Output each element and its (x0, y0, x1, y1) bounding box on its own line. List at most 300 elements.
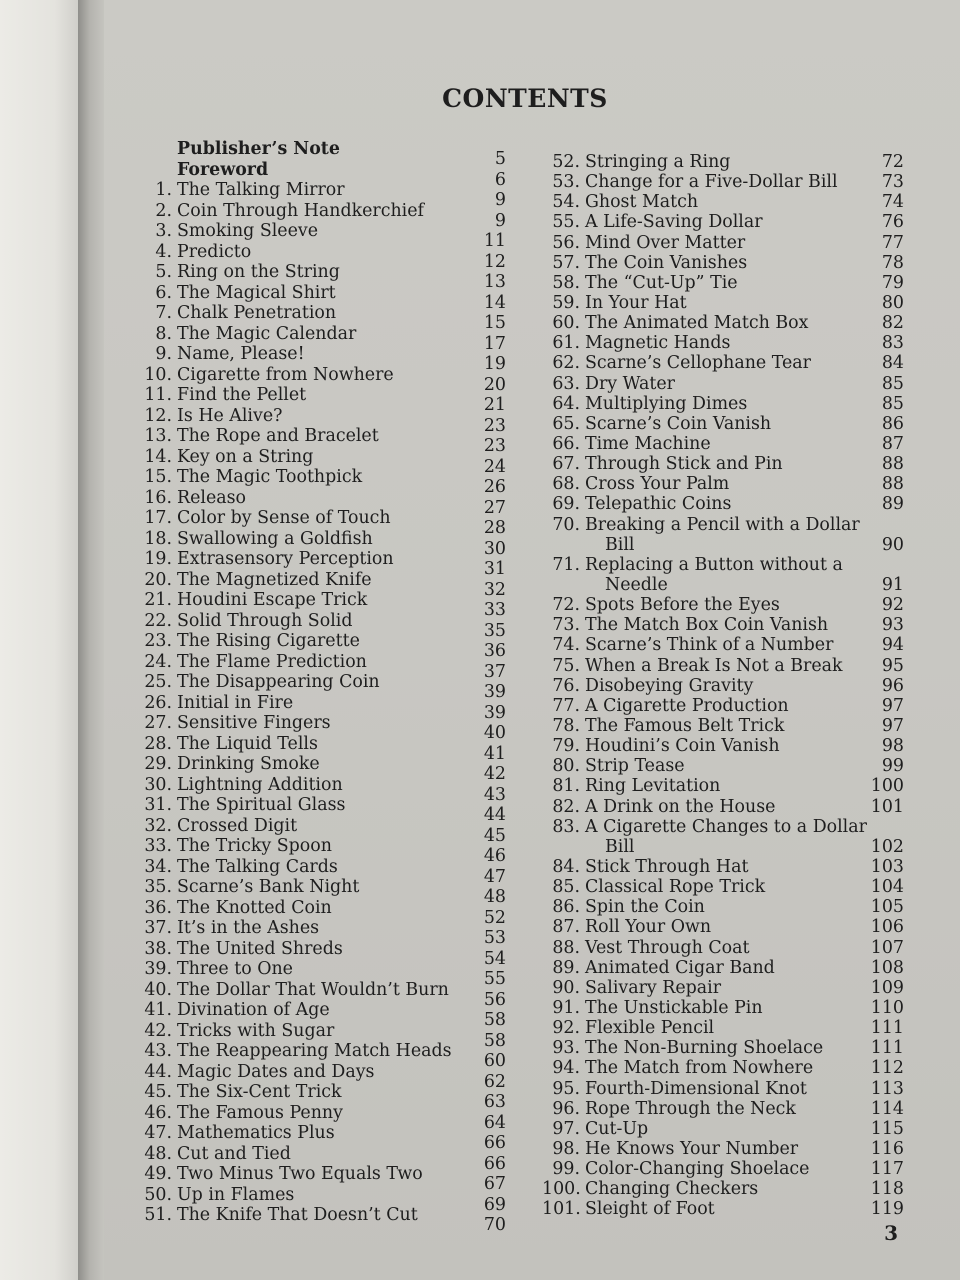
toc-entry (542, 1119, 904, 1139)
toc-entry (542, 938, 904, 958)
toc-entry (134, 590, 506, 620)
entry-page-number: 103 (870, 856, 904, 877)
entry-title: Time Machine (585, 433, 711, 454)
entry-number: 43. (144, 1041, 172, 1061)
toc-entry (134, 1164, 506, 1194)
toc-entry (542, 897, 904, 917)
entry-page-number: 52 (483, 907, 506, 928)
entry-page-number: 114 (870, 1098, 904, 1119)
toc-entry (542, 253, 904, 273)
entry-number: 69. (552, 494, 580, 515)
entry-number: 16. (144, 487, 172, 508)
entry-number: 62. (552, 353, 580, 374)
entry-page-number: 30 (483, 538, 506, 559)
entry-number: 12. (144, 405, 172, 426)
entry-title: Classical Rope Trick (585, 877, 766, 898)
toc-entry (542, 313, 904, 333)
entry-number: 73. (552, 615, 580, 636)
entry-page-number: 27 (483, 497, 506, 518)
entry-title: Change for a Five-Dollar Bill (585, 172, 838, 193)
entry-page-number: 94 (881, 635, 904, 656)
toc-entry (542, 515, 904, 555)
entry-page-number: 23 (483, 436, 506, 456)
entry-number: 75. (552, 655, 580, 676)
toc-entry (542, 756, 904, 776)
entry-number: 29. (144, 754, 172, 774)
toc-entry (134, 467, 506, 497)
toc-entry (542, 454, 904, 474)
toc-entry (542, 494, 904, 514)
entry-title: Scarne’s Think of a Number (585, 635, 834, 656)
entry-page-number: 13 (483, 272, 506, 292)
entry-title: The Magical Shirt (177, 282, 336, 303)
toc-entry (542, 676, 904, 696)
toc-entry (134, 1000, 506, 1030)
toc-entry (542, 555, 904, 595)
entry-title: Cut and Tied (177, 1143, 291, 1164)
entry-page-number: 48 (483, 887, 506, 907)
entry-page-number: 9 (494, 190, 506, 210)
entry-number: 11. (144, 385, 172, 405)
entry-title: Spin the Coin (585, 897, 705, 918)
toc-entry (542, 1139, 904, 1159)
entry-page-number: 79 (881, 272, 904, 293)
entry-number: 23. (144, 631, 172, 651)
entry-page-number: 87 (881, 433, 904, 454)
entry-page-number: 74 (881, 192, 904, 213)
entry-page-number: 101 (870, 796, 904, 817)
entry-page-number: 110 (870, 997, 904, 1018)
entry-title: Vest Through Coat (585, 937, 750, 958)
contents-column-left (134, 139, 506, 1235)
entry-page-number: 11 (483, 231, 506, 251)
entry-title: Disobeying Gravity (585, 675, 754, 696)
entry-title: Stringing a Ring (585, 152, 731, 172)
toc-entry (542, 1038, 904, 1058)
entry-page-number: 85 (881, 373, 904, 394)
entry-page-number: 105 (870, 897, 904, 918)
entry-title: Find the Pellet (177, 385, 307, 405)
entry-page-number: 78 (881, 252, 904, 273)
entry-title: Cigarette from Nowhere (177, 364, 394, 385)
entry-title: Stick Through Hat (585, 856, 749, 877)
toc-entry (542, 1199, 904, 1219)
entry-page-number: 20 (483, 374, 506, 395)
entry-title: Key on a String (177, 446, 314, 467)
entry-number: 90. (552, 977, 580, 998)
entry-title: Up in Flames (177, 1184, 295, 1205)
entry-title: The Non-Burning Shoelace (585, 1038, 824, 1059)
entry-number: 80. (552, 756, 580, 777)
entry-number: 9. (155, 344, 172, 364)
entry-title: Telepathic Coins (585, 494, 732, 515)
entry-number: 59. (552, 292, 580, 313)
entry-number: 99. (552, 1159, 580, 1180)
book-gutter (78, 0, 104, 1280)
entry-title: The Match from Nowhere (585, 1058, 814, 1079)
entry-page-number: 43 (483, 784, 506, 805)
entry-page-number: 69 (483, 1194, 506, 1215)
entry-number: 24. (144, 651, 172, 672)
entry-number: 64. (552, 393, 580, 414)
entry-title: Lightning Addition (177, 774, 343, 795)
entry-number: 19. (144, 549, 172, 569)
entry-number: 76. (552, 675, 580, 696)
toc-entry (542, 776, 904, 796)
entry-title: Name, Please! (177, 344, 305, 364)
entry-number: 35. (144, 877, 172, 897)
entry-number: 28. (144, 733, 172, 754)
entry-number: 89. (552, 957, 580, 978)
entry-page-number: 86 (881, 413, 904, 434)
entry-title: The Match Box Coin Vanish (585, 615, 829, 636)
entry-title-continued: Needle (605, 574, 668, 595)
toc-entry (134, 262, 506, 292)
toc-entry (134, 877, 506, 907)
entry-title: The Animated Match Box (585, 313, 809, 334)
entry-number: 5. (155, 262, 172, 282)
entry-page-number: 36 (483, 641, 506, 661)
entry-title: Ghost Match (585, 192, 699, 213)
entry-number: 65. (552, 413, 580, 434)
toc-entry (542, 1018, 904, 1038)
entry-number: 8. (155, 323, 172, 344)
entry-number: 92. (552, 1018, 580, 1039)
entry-title: Magnetic Hands (585, 333, 731, 354)
entry-number: 61. (552, 333, 580, 354)
entry-number: 48. (144, 1143, 172, 1164)
entry-title: Animated Cigar Band (585, 957, 775, 978)
entry-number: 101. (542, 1199, 581, 1220)
entry-title: Cross Your Palm (585, 474, 730, 495)
toc-entry (542, 394, 904, 414)
entry-number: 38. (144, 938, 172, 959)
entry-page-number: 115 (870, 1118, 904, 1139)
entry-number: 18. (144, 528, 172, 549)
entry-page-number: 106 (870, 917, 904, 938)
entry-title: Houdini Escape Trick (177, 590, 368, 610)
toc-entry (542, 1058, 904, 1078)
entry-title: Scarne’s Bank Night (177, 877, 360, 897)
toc-entry (542, 152, 904, 172)
entry-number: 83. (552, 816, 580, 837)
entry-page-number: 12 (483, 251, 506, 272)
entry-number: 22. (144, 610, 172, 631)
toc-entry (134, 508, 506, 538)
entry-title: Strip Tease (585, 756, 685, 777)
toc-entry (542, 212, 904, 232)
entry-title-continued: Bill (605, 836, 635, 857)
entry-number: 79. (552, 736, 580, 757)
contents-column-right (542, 152, 904, 1220)
entry-page-number: 54 (483, 948, 506, 969)
entry-number: 94. (552, 1058, 580, 1079)
entry-number: 3. (155, 221, 172, 241)
entry-page-number: 92 (881, 595, 904, 616)
toc-entry (134, 221, 506, 251)
entry-title: It’s in the Ashes (177, 918, 320, 938)
entry-title: The Knife That Doesn’t Cut (177, 1205, 418, 1225)
entry-page-number: 56 (483, 989, 506, 1010)
entry-title: Houdini’s Coin Vanish (585, 736, 780, 757)
entry-page-number: 62 (483, 1071, 506, 1092)
toc-entry (542, 474, 904, 494)
entry-title: Ring on the String (177, 262, 340, 282)
toc-entry (134, 180, 506, 210)
entry-title: The Dollar That Wouldn’t Burn (177, 979, 449, 1000)
toc-entry (134, 1205, 506, 1235)
entry-title: Magic Dates and Days (177, 1061, 375, 1082)
entry-number: 20. (144, 569, 172, 590)
entry-page-number: 66 (483, 1133, 506, 1153)
toc-entry (542, 1159, 904, 1179)
entry-page-number: 80 (881, 292, 904, 313)
entry-number: 71. (552, 554, 580, 575)
toc-entry (134, 385, 506, 415)
entry-number: 7. (155, 303, 172, 323)
entry-page-number: 55 (483, 969, 506, 989)
entry-number: 2. (155, 200, 172, 221)
entry-title: Salivary Repair (585, 977, 722, 998)
entry-number: 70. (552, 514, 580, 535)
entry-title: Releaso (177, 487, 247, 508)
entry-title: Dry Water (585, 373, 675, 394)
entry-page-number: 5 (494, 149, 506, 169)
entry-page-number: 47 (483, 866, 506, 887)
entry-page-number: 116 (870, 1138, 904, 1159)
entry-title: The Talking Mirror (177, 180, 345, 200)
entry-title: A Life-Saving Dollar (585, 212, 763, 233)
entry-page-number: 9 (494, 210, 506, 231)
entry-title: The Magnetized Knife (177, 569, 372, 590)
entry-page-number: 108 (870, 957, 904, 978)
entry-page-number: 41 (483, 743, 506, 764)
entry-number: 52. (552, 152, 580, 172)
entry-title: Mathematics Plus (177, 1123, 335, 1143)
entry-page-number: 102 (870, 836, 904, 857)
entry-title: The Six-Cent Trick (177, 1082, 342, 1102)
entry-page-number: 111 (870, 1018, 904, 1039)
entry-page-number: 88 (881, 474, 904, 495)
entry-title: Tricks with Sugar (177, 1020, 335, 1041)
entry-page-number: 64 (483, 1112, 506, 1133)
toc-entry (542, 978, 904, 998)
entry-page-number: 63 (483, 1092, 506, 1112)
entry-page-number: 17 (483, 333, 506, 354)
entry-page-number: 91 (881, 574, 904, 595)
entry-page-number: 112 (870, 1058, 904, 1079)
entry-page-number: 93 (881, 615, 904, 636)
entry-page-number: 76 (881, 212, 904, 233)
toc-entry (542, 595, 904, 615)
entry-number: 44. (144, 1061, 172, 1082)
entry-page-number: 99 (881, 756, 904, 777)
entry-title: The Magic Calendar (177, 323, 357, 344)
toc-entry (542, 656, 904, 676)
toc-entry (134, 426, 506, 456)
entry-title: The Knotted Coin (177, 897, 332, 918)
entry-page-number: 84 (881, 353, 904, 374)
entry-number: 10. (144, 364, 172, 385)
entry-title: Swallowing a Goldfish (177, 528, 373, 549)
entry-number: 54. (552, 192, 580, 213)
toc-entry (134, 1123, 506, 1153)
entry-number: 30. (144, 774, 172, 795)
page-title: CONTENTS (442, 84, 608, 113)
entry-number: 95. (552, 1078, 580, 1099)
entry-title: Mind Over Matter (585, 232, 746, 253)
toc-entry (542, 353, 904, 373)
entry-title: Solid Through Solid (177, 610, 353, 631)
entry-title: Smoking Sleeve (177, 221, 319, 241)
entry-title: The Spiritual Glass (177, 795, 346, 815)
entry-page-number: 31 (483, 559, 506, 579)
toc-entry (542, 736, 904, 756)
entry-page-number: 109 (870, 977, 904, 998)
entry-title: The Coin Vanishes (585, 252, 748, 273)
entry-number: 87. (552, 917, 580, 938)
toc-entry (542, 293, 904, 313)
entry-number: 91. (552, 997, 580, 1018)
entry-number: 84. (552, 856, 580, 877)
toc-entry (542, 1079, 904, 1099)
entry-page-number: 33 (483, 600, 506, 620)
entry-title: Changing Checkers (585, 1179, 759, 1200)
entry-page-number: 44 (483, 805, 506, 825)
entry-number: 67. (552, 454, 580, 475)
entry-number: 82. (552, 796, 580, 817)
entry-title: The Rising Cigarette (177, 631, 360, 651)
entry-page-number: 32 (483, 579, 506, 600)
entry-title: Chalk Penetration (177, 303, 337, 323)
entry-number: 41. (144, 1000, 172, 1020)
toc-entry (542, 273, 904, 293)
entry-number: 58. (552, 272, 580, 293)
entry-title: Initial in Fire (177, 692, 294, 713)
entry-title: Three to One (177, 959, 293, 979)
entry-title: The Liquid Tells (177, 733, 318, 754)
entry-title: Publisher’s Note (177, 139, 340, 159)
entry-number: 15. (144, 467, 172, 487)
toc-entry (134, 918, 506, 948)
entry-page-number: 118 (870, 1179, 904, 1200)
toc-entry (134, 303, 506, 333)
entry-page-number: 21 (483, 395, 506, 415)
entry-title: Sensitive Fingers (177, 713, 331, 733)
entry-page-number: 60 (483, 1051, 506, 1071)
entry-number: 68. (552, 474, 580, 495)
toc-entry (134, 795, 506, 825)
entry-number: 57. (552, 252, 580, 273)
entry-number: 97. (552, 1118, 580, 1139)
toc-entry (542, 374, 904, 394)
entry-page-number: 83 (881, 333, 904, 354)
toc-entry (542, 998, 904, 1018)
entry-page-number: 100 (870, 776, 904, 797)
entry-page-number: 28 (483, 518, 506, 538)
toc-entry (134, 549, 506, 579)
facing-page-edge (0, 0, 78, 1280)
toc-entry (542, 917, 904, 937)
entry-number: 46. (144, 1102, 172, 1123)
toc-entry (134, 754, 506, 784)
entry-page-number: 85 (881, 393, 904, 414)
entry-number: 13. (144, 426, 172, 446)
toc-entry (542, 958, 904, 978)
entry-title: Flexible Pencil (585, 1018, 715, 1039)
entry-page-number: 111 (870, 1038, 904, 1059)
entry-title: Color by Sense of Touch (177, 508, 391, 528)
entry-number: 81. (552, 776, 580, 797)
toc-entry (134, 344, 506, 374)
entry-title: The Disappearing Coin (177, 672, 380, 692)
entry-page-number: 23 (483, 415, 506, 436)
entry-title: Foreword (177, 159, 269, 180)
toc-entry (542, 797, 904, 817)
toc-entry (542, 817, 904, 857)
entry-page-number: 117 (870, 1159, 904, 1180)
entry-title: Through Stick and Pin (585, 454, 783, 475)
entry-title: The Famous Belt Trick (585, 715, 785, 736)
entry-title: Scarne’s Cellophane Tear (585, 353, 811, 374)
entry-number: 36. (144, 897, 172, 918)
entry-number: 27. (144, 713, 172, 733)
entry-title: Extrasensory Perception (177, 549, 394, 569)
entry-page-number: 39 (483, 682, 506, 702)
entry-number: 40. (144, 979, 172, 1000)
entry-title: The Tricky Spoon (177, 836, 332, 856)
entry-title: A Cigarette Production (585, 695, 789, 716)
entry-title: Fourth-Dimensional Knot (585, 1078, 807, 1099)
entry-number: 14. (144, 446, 172, 467)
entry-number: 63. (552, 373, 580, 394)
toc-entry (542, 333, 904, 353)
entry-title: Predicto (177, 241, 252, 262)
toc-entry (542, 877, 904, 897)
entry-title: Spots Before the Eyes (585, 595, 780, 616)
entry-number: 1. (155, 180, 172, 200)
entry-title: Ring Levitation (585, 776, 721, 797)
entry-title: The Flame Prediction (177, 651, 367, 672)
entry-number: 31. (144, 795, 172, 815)
entry-page-number: 82 (881, 313, 904, 334)
entry-title: Roll Your Own (585, 917, 712, 938)
entry-title: Coin Through Handkerchief (177, 200, 424, 221)
entry-page-number: 40 (483, 723, 506, 743)
entry-page-number: 58 (483, 1010, 506, 1030)
entry-number: 93. (552, 1038, 580, 1059)
entry-title: The “Cut-Up” Tie (585, 272, 738, 293)
entry-number: 56. (552, 232, 580, 253)
entry-page-number: 24 (483, 456, 506, 477)
toc-entry (134, 959, 506, 989)
entry-page-number: 90 (881, 534, 904, 555)
entry-number: 77. (552, 695, 580, 716)
entry-page-number: 77 (881, 232, 904, 253)
entry-number: 86. (552, 897, 580, 918)
entry-number: 26. (144, 692, 172, 713)
toc-entry (542, 615, 904, 635)
entry-number: 55. (552, 212, 580, 233)
entry-title: The Rope and Bracelet (177, 426, 379, 446)
toc-entry (542, 696, 904, 716)
toc-entry (134, 631, 506, 661)
entry-title: Replacing a Button without a (585, 554, 843, 575)
toc-entry (542, 233, 904, 253)
entry-page-number: 73 (881, 172, 904, 193)
toc-entry (134, 1041, 506, 1071)
entry-title: A Cigarette Changes to a Dollar (585, 816, 867, 837)
